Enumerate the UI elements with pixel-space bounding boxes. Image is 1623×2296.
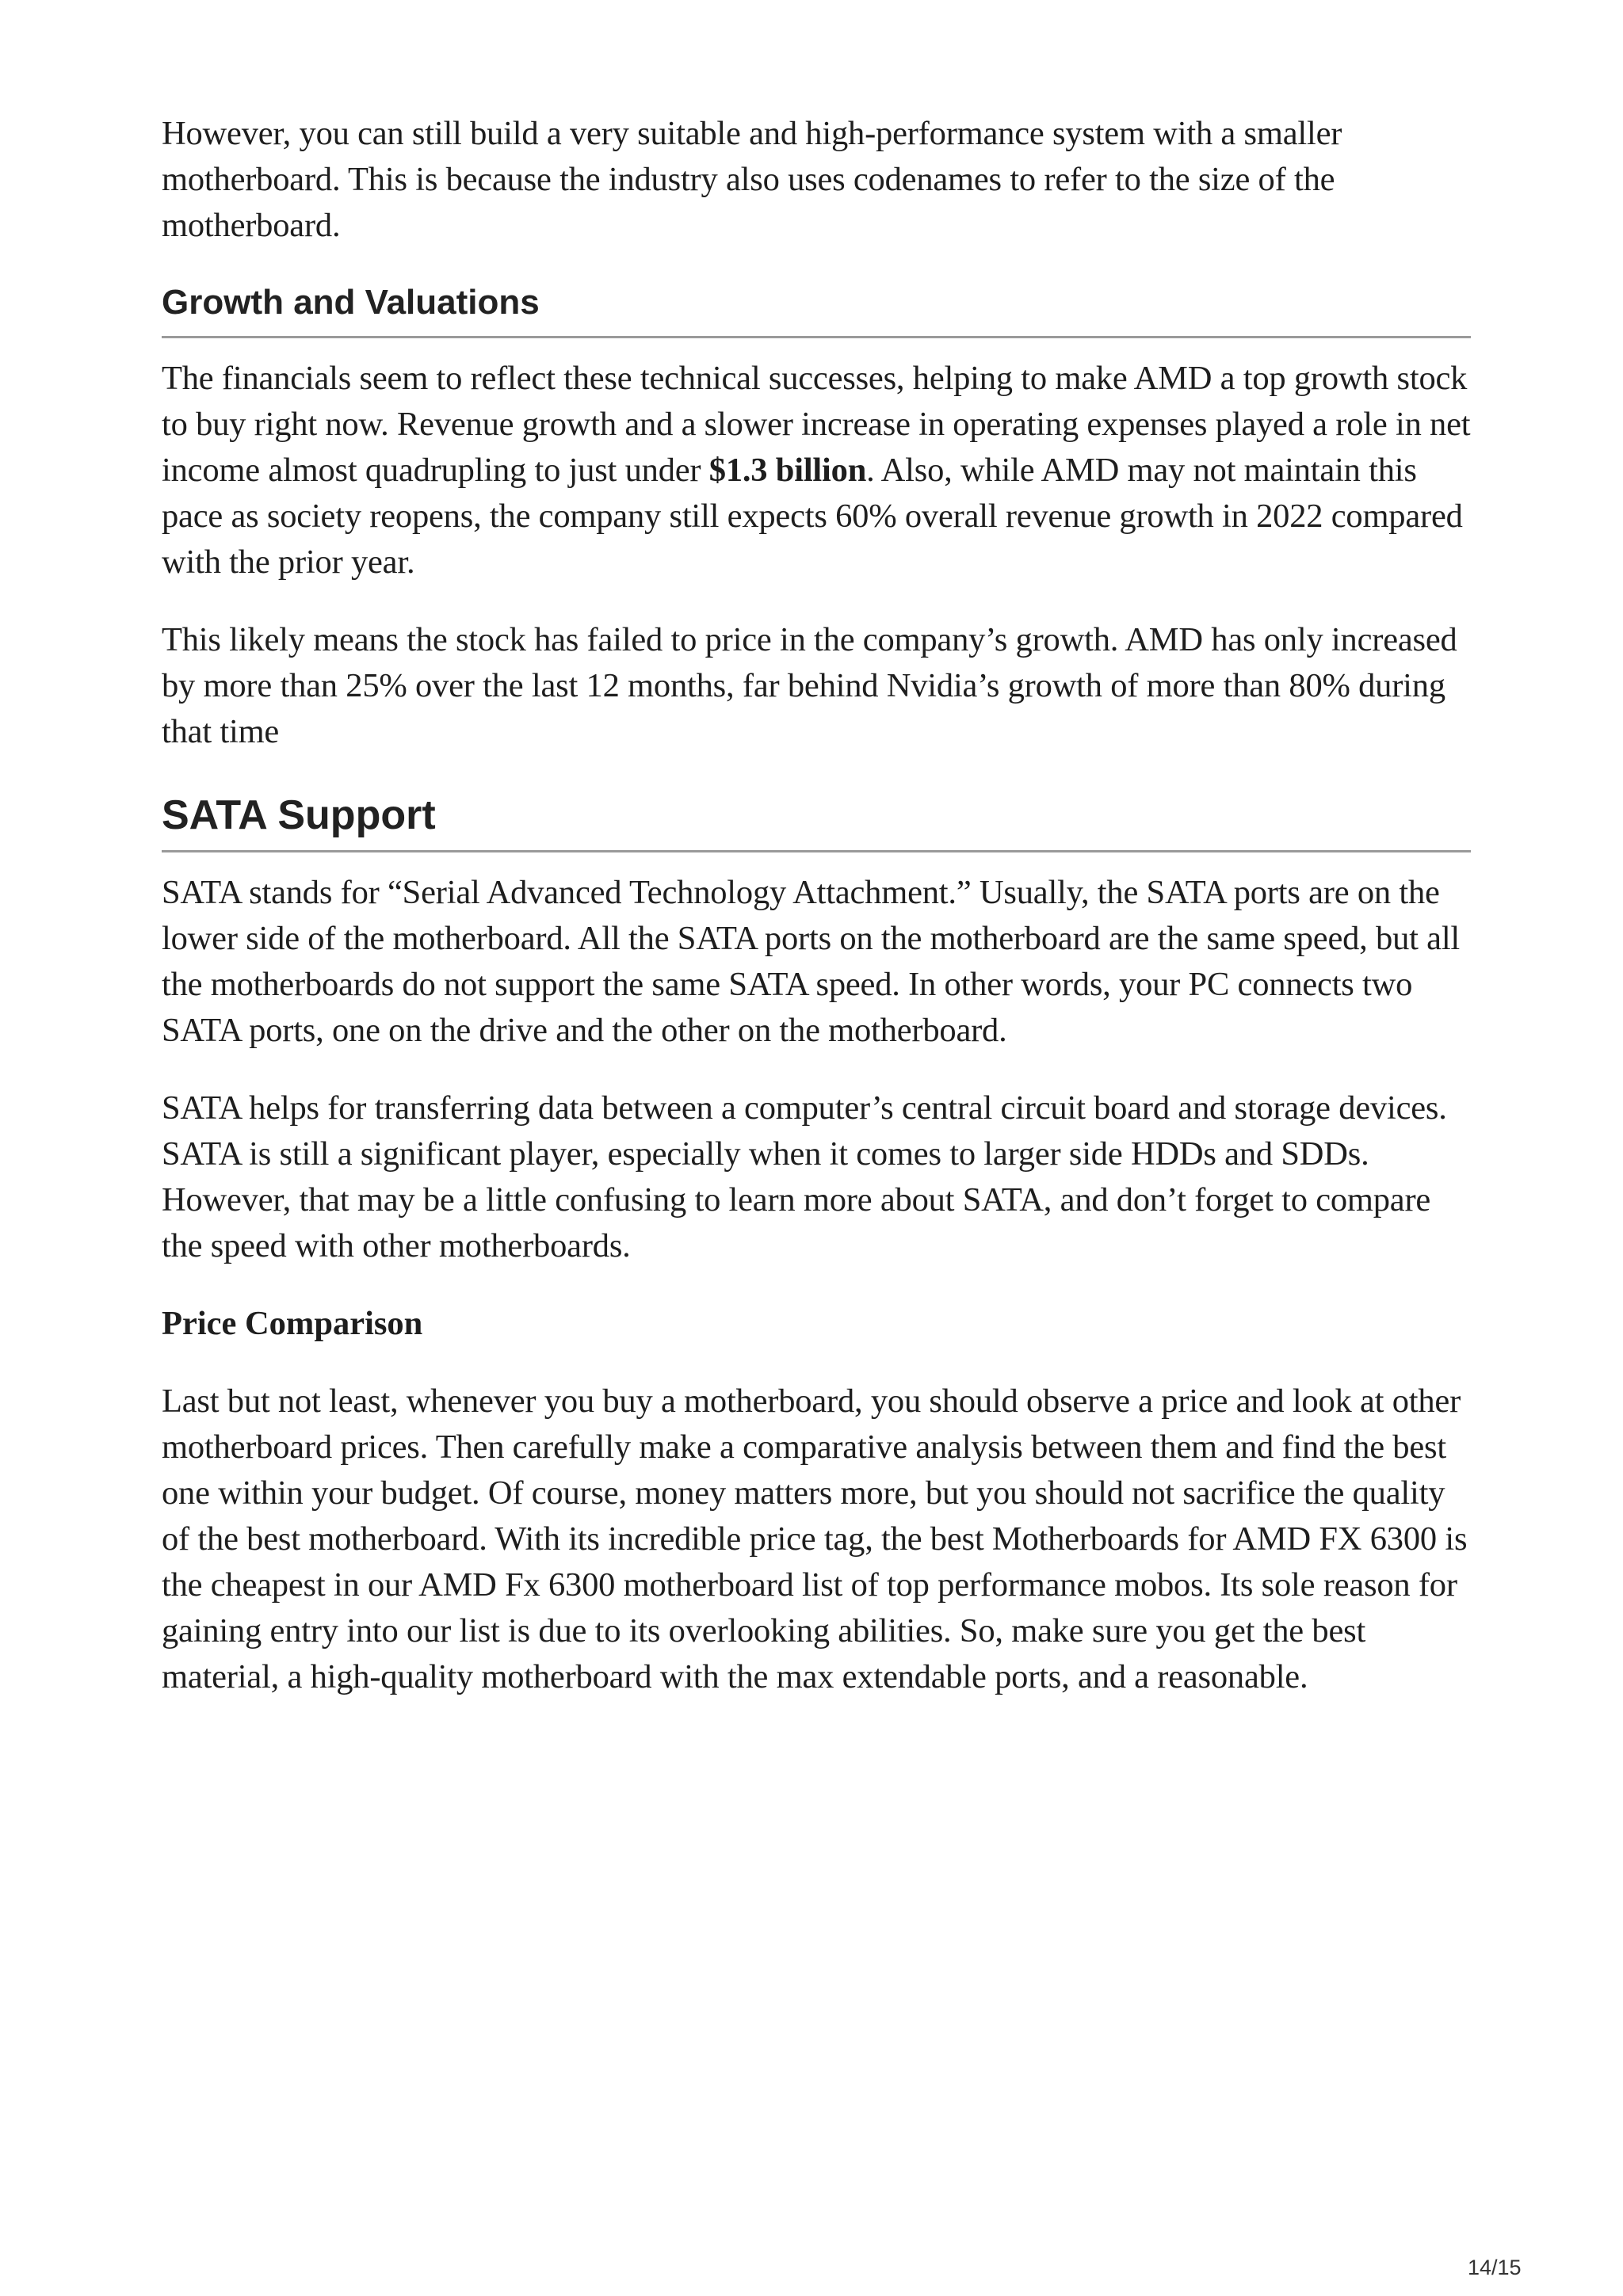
growth-heading: Growth and Valuations — [162, 280, 1471, 338]
page-number: 14/15 — [1468, 2256, 1522, 2279]
growth-paragraph-2: This likely means the stock has failed to price in the company’s growth. AMD has only increased by more than 25% over the last 12 months, far behind Nvidia’s growth of more than 80% during that time — [162, 621, 1457, 750]
price-comparison-heading: Price Comparison — [162, 1305, 423, 1342]
growth-paragraph-1-text-end: . Also, while AMD may not maintain this pace as society reopens, the company still expects 60% overall revenue growth in 2022 compared with the prior year. — [162, 452, 1463, 581]
sata-heading: SATA Support — [162, 790, 1471, 852]
sata-paragraph-2: SATA helps for transferring data between a computer’s central circuit board and storage devices. SATA is still a significant player, especially when it comes to larger side HDDs and SDDs. However, that may be a little confusing to learn more about SATA, and don’t forget to compare the speed with other motherboards. — [162, 1089, 1447, 1264]
net-income-value: $1.3 billion — [708, 452, 867, 489]
article-body — [162, 111, 1471, 1732]
growth-paragraph-1-text: The financials seem to reflect these technical successes, helping to make AMD a top growth stock to buy right now. Revenue growth and a slower increase in operating expenses played a role in net income almost quadrupling to just under — [162, 360, 1471, 489]
price-paragraph: Last but not least, whenever you buy a motherboard, you should observe a price and look at other motherboard prices. Then carefully make a comparative analysis between them and find the best one within your budget. Of course, money matters more, but you should not sacrifice the quality of the best motherboard. With its incredible price tag, the best Motherboards for AMD FX 6300 is the cheapest in our AMD Fx 6300 motherboard list of top performance mobos. Its sole reason for gaining entry into our list is due to its overlooking abilities. So, make sure you get the best material, a high-quality motherboard with the max extendable ports, and a reasonable. — [162, 1383, 1468, 1695]
sata-paragraph-1: SATA stands for “Serial Advanced Technology Attachment.” Usually, the SATA ports are on the lower side of the motherboard. All the SATA ports on the motherboard are the same speed, but all the motherboards do not support the same SATA speed. In other words, your PC connects two SATA ports, one on the drive and the other on the motherboard. — [162, 874, 1461, 1049]
intro-paragraph: However, you can still build a very suitable and high-performance system with a smaller motherboard. This is because the industry also uses codenames to refer to the size of the motherboard. — [162, 115, 1342, 244]
growth-paragraph-1 — [162, 356, 1471, 585]
